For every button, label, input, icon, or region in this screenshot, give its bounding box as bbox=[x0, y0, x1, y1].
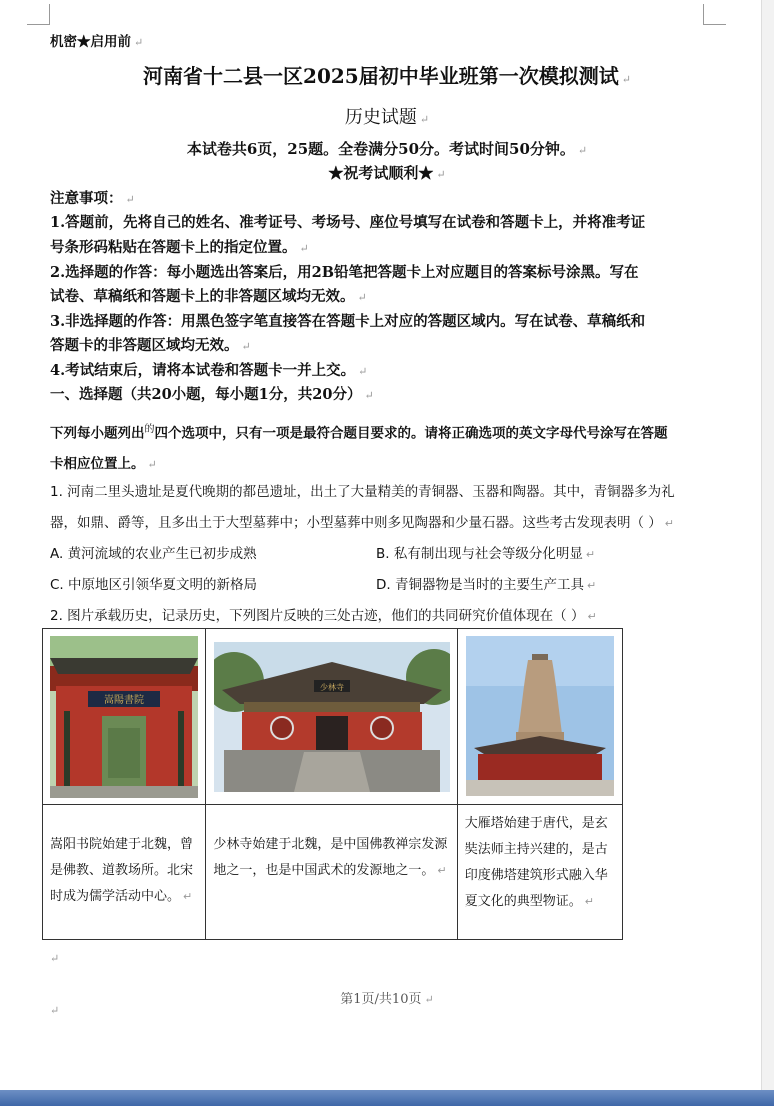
paragraph-mark: ↵ bbox=[50, 952, 60, 965]
question-2-stem: 2. 图片承载历史，记录历史，下列图片反映的三处古迹，他们的共同研究价值体现在（ ） ↵ bbox=[50, 608, 597, 624]
note-line: 2.选择题的作答：每小题选出答案后，用2B铅笔把答题卡上对应题目的答案标号涂黑。写在 bbox=[50, 264, 639, 281]
note-line: 4.考试结束后，请将本试卷和答题卡一并上交。 ↵ bbox=[50, 362, 368, 379]
image-cell bbox=[457, 629, 622, 805]
exam-wish: ★祝考试顺利★ ↵ bbox=[328, 164, 446, 182]
shaolin-temple-image bbox=[214, 642, 450, 792]
option-b: B. 私有制出现与社会等级分化明显 ↵ bbox=[376, 546, 596, 562]
songyang-academy-image bbox=[50, 636, 198, 798]
exam-title: 河南省十二县一区2025届初中毕业班第一次模拟测试 ↵ bbox=[143, 64, 631, 88]
note-line: 试卷、草稿纸和答题卡上的非答题区域均无效。 ↵ bbox=[50, 288, 367, 305]
option-d: D. 青铜器物是当时的主要生产工具 ↵ bbox=[376, 577, 597, 593]
crop-mark-top-right bbox=[703, 4, 726, 25]
exam-info: 本试卷共6页，25题。全卷满分50分。考试时间50分钟。 ↵ bbox=[186, 140, 588, 158]
option-c: C. 中原地区引领华夏文明的新格局 bbox=[50, 577, 258, 593]
confidential-label: 机密★启用前 ↵ bbox=[50, 34, 144, 50]
image-cell bbox=[206, 629, 457, 805]
vertical-scrollbar[interactable] bbox=[761, 0, 774, 1090]
text-cell: 少林寺始建于北魏，是中国佛教禅宗发源地之一，也是中国武术的发源地之一。 ↵ bbox=[206, 805, 457, 940]
section-heading: 一、选择题（共20小题，每小题1分，共20分） ↵ bbox=[50, 386, 374, 403]
notes-heading: 注意事项： ↵ bbox=[50, 190, 135, 207]
big-wild-goose-pagoda-image bbox=[466, 636, 614, 796]
note-line: 3.非选择题的作答：用黑色签字笔直接答在答题卡上对应的答题区域内。写在试卷、草稿纸和 bbox=[50, 313, 646, 330]
academy-sign-text: 嵩陽書院 bbox=[104, 695, 145, 706]
image-table bbox=[42, 628, 623, 940]
text-cell: 大雁塔始建于唐代，是玄奘法师主持兴建的，是古印度佛塔建筑形式融入华夏文化的典型物证。 ↵ bbox=[457, 805, 622, 940]
note-line: 号条形码粘贴在答题卡上的指定位置。 ↵ bbox=[50, 239, 309, 256]
section-instruction: 卡相应位置上。 ↵ bbox=[50, 456, 157, 472]
question-1-stem: 1. 河南二里头遗址是夏代晚期的都邑遗址，出土了大量精美的青铜器、玉器和陶器。其中，青铜器多为礼 bbox=[50, 484, 675, 500]
subject-title: 历史试题 ↵ bbox=[344, 107, 430, 128]
option-a: A. 黄河流域的农业产生已初步成熟 bbox=[50, 546, 257, 562]
section-instruction: 下列每小题列出$^的$四个选项中，只有一项是最符合题目要求的。请将正确选项的英文字母代号涂写在答题 bbox=[50, 424, 668, 442]
temple-sign-text: 少林寺 bbox=[319, 683, 344, 692]
image-cell bbox=[43, 629, 206, 805]
paragraph-mark: ↵ bbox=[50, 1004, 60, 1017]
note-line: 1.答题前，先将自己的姓名、准考证号、考场号、座位号填写在试卷和答题卡上，并将准考证 bbox=[50, 214, 646, 231]
question-1-stem: 器，如鼎、爵等，且多出土于大型墓葬中；小型墓葬中则多见陶器和少量石器。这些考古发现表明（ ） ↵ bbox=[50, 515, 675, 531]
window-bottom-bar bbox=[0, 1090, 774, 1106]
crop-mark-top-left bbox=[27, 4, 50, 25]
note-line: 答题卡的非答题区域均无效。 ↵ bbox=[50, 337, 251, 354]
text-cell: 嵩阳书院始建于北魏，曾是佛教、道教场所。北宋时成为儒学活动中心。 ↵ bbox=[43, 805, 206, 940]
page-footer: 第1页/共10页 ↵ bbox=[340, 992, 434, 1007]
